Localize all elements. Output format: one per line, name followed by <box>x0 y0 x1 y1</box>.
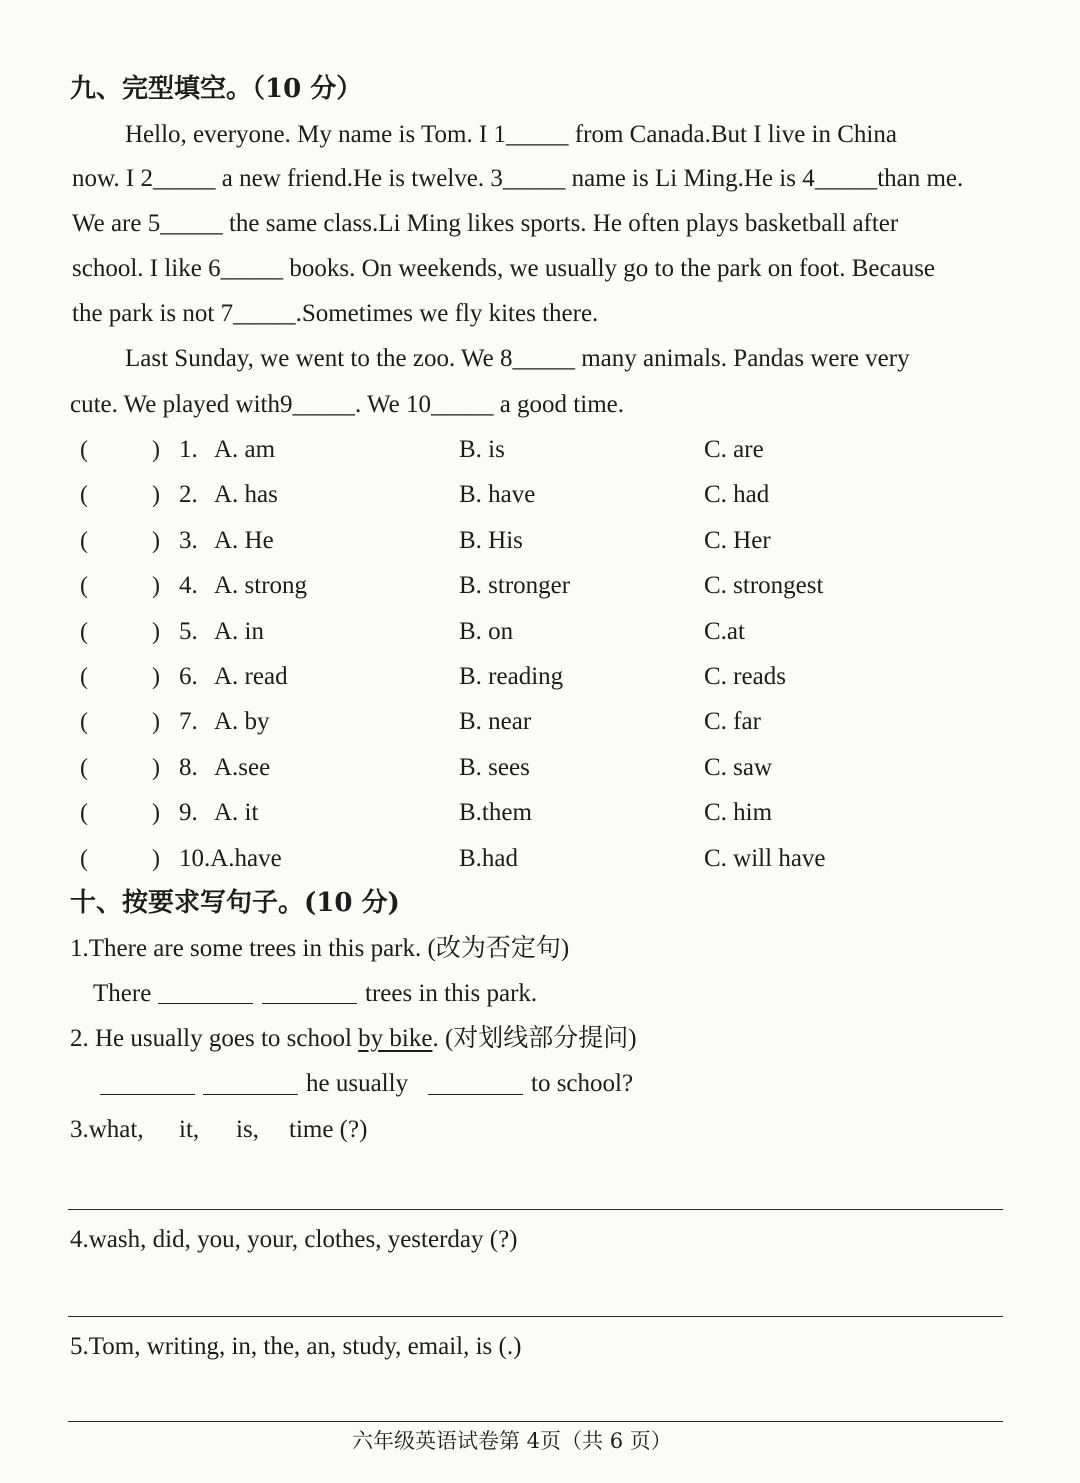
question-number: 10.A.have <box>179 845 282 872</box>
question-2-answer-mid: he usually <box>306 1070 409 1097</box>
passage-line-3: We are 5_____ the same class.Li Ming likes sports. He often plays basketball after <box>72 210 899 237</box>
question-2-before: 2. He usually goes to school <box>70 1025 359 1052</box>
answer-paren-close: ) <box>152 846 160 872</box>
question-number: 1. <box>179 436 198 463</box>
page-footer: 六年级英语试卷第 4页（共 6 页） <box>352 1429 672 1453</box>
answer-paren-open[interactable]: ( <box>80 437 88 463</box>
question-number: 5. <box>179 618 198 645</box>
question-1-answer-end: trees in this park. <box>365 980 538 1007</box>
answer-blank[interactable] <box>428 1072 523 1095</box>
passage-line-5: the park is not 7_____.Sometimes we fly kites there. <box>72 300 599 327</box>
option-b: B. have <box>459 481 536 508</box>
question-2-after: . (对划线部分提问) <box>432 1025 637 1052</box>
passage-line-2: now. I 2_____ a new friend.He is twelve. 3_____ name is Li Ming.He is 4_____than me. <box>72 165 964 192</box>
option-b: B. sees <box>459 754 530 781</box>
option-c: C. strongest <box>704 572 824 599</box>
option-a: A. read <box>214 663 288 690</box>
question-number: 6. <box>179 663 198 690</box>
option-a: A. He <box>214 527 274 554</box>
question-3-word: it, <box>179 1116 200 1143</box>
option-c: C. saw <box>704 754 773 781</box>
option-b: B. His <box>459 527 523 554</box>
answer-paren-open[interactable]: ( <box>80 528 88 554</box>
answer-paren-close: ) <box>152 437 160 463</box>
question-4-text: 4.wash, did, you, your, clothes, yesterday (?) <box>70 1226 518 1253</box>
option-c: C. are <box>704 436 764 463</box>
question-1-answer-start: There <box>93 980 152 1007</box>
passage-line-1: Hello, everyone. My name is Tom. I 1_____ from Canada.But I live in China <box>125 121 897 148</box>
option-a: A. has <box>214 481 278 508</box>
option-b: B. is <box>459 436 505 463</box>
option-c: C. far <box>704 708 761 735</box>
answer-paren-close: ) <box>152 709 160 735</box>
answer-blank[interactable] <box>262 981 357 1004</box>
option-c: C. will have <box>704 845 826 872</box>
answer-blank[interactable] <box>100 1072 195 1095</box>
answer-paren-close: ) <box>152 528 160 554</box>
option-c: C. Her <box>704 527 771 554</box>
answer-paren-close: ) <box>152 482 160 508</box>
option-b: B.them <box>459 799 532 826</box>
option-a: A. am <box>214 436 276 463</box>
question-2-answer-end: to school? <box>531 1070 634 1097</box>
question-3-word: 3.what, <box>70 1116 144 1143</box>
answer-paren-open[interactable]: ( <box>80 709 88 735</box>
answer-paren-close: ) <box>152 800 160 826</box>
question-number: 4. <box>179 572 198 599</box>
answer-line[interactable] <box>68 1421 1003 1422</box>
option-a: A.see <box>214 754 271 781</box>
passage-line-4: school. I like 6_____ books. On weekends, we usually go to the park on foot. Because <box>72 255 936 282</box>
answer-line[interactable] <box>68 1209 1003 1210</box>
question-number: 2. <box>179 481 198 508</box>
option-c: C.at <box>704 618 745 645</box>
option-b: B. reading <box>459 663 564 690</box>
answer-paren-open[interactable]: ( <box>80 755 88 781</box>
question-2-text <box>70 1026 637 1051</box>
question-number: 9. <box>179 799 198 826</box>
option-b: B. on <box>459 618 514 645</box>
answer-paren-open[interactable]: ( <box>80 846 88 872</box>
question-3-word: time (?) <box>289 1116 368 1143</box>
section-9-heading: 九、完型填空。（10 分） <box>70 74 363 104</box>
question-number: 8. <box>179 754 198 781</box>
question-3-word: is, <box>236 1116 259 1143</box>
option-a: A. in <box>214 618 264 645</box>
answer-paren-open[interactable]: ( <box>80 664 88 690</box>
answer-paren-open[interactable]: ( <box>80 482 88 508</box>
question-2-underlined: by bike <box>358 1025 433 1052</box>
question-number: 3. <box>179 527 198 554</box>
answer-paren-open[interactable]: ( <box>80 619 88 645</box>
question-1-text: 1.There are some trees in this park. (改为否定句) <box>70 935 570 962</box>
option-a: A. strong <box>214 572 308 599</box>
section-10-heading: 十、按要求写句子。(10 分) <box>70 888 400 918</box>
question-5-text: 5.Tom, writing, in, the, an, study, email, is (.) <box>70 1333 522 1360</box>
answer-paren-open[interactable]: ( <box>80 573 88 599</box>
passage-line-6: Last Sunday, we went to the zoo. We 8_____ many animals. Pandas were very <box>125 345 910 372</box>
answer-paren-close: ) <box>152 573 160 599</box>
option-c: C. reads <box>704 663 786 690</box>
option-b: B.had <box>459 845 519 872</box>
option-a: A. it <box>214 799 259 826</box>
option-c: C. had <box>704 481 770 508</box>
answer-paren-open[interactable]: ( <box>80 800 88 826</box>
answer-paren-close: ) <box>152 755 160 781</box>
answer-paren-close: ) <box>152 664 160 690</box>
answer-blank[interactable] <box>158 981 253 1004</box>
question-number: 7. <box>179 708 198 735</box>
option-c: C. him <box>704 799 773 826</box>
answer-paren-close: ) <box>152 619 160 645</box>
option-a: A. by <box>214 708 270 735</box>
answer-blank[interactable] <box>203 1072 298 1095</box>
option-b: B. stronger <box>459 572 571 599</box>
passage-line-7: cute. We played with9_____. We 10_____ a good time. <box>70 391 624 418</box>
option-b: B. near <box>459 708 532 735</box>
answer-line[interactable] <box>68 1316 1003 1317</box>
